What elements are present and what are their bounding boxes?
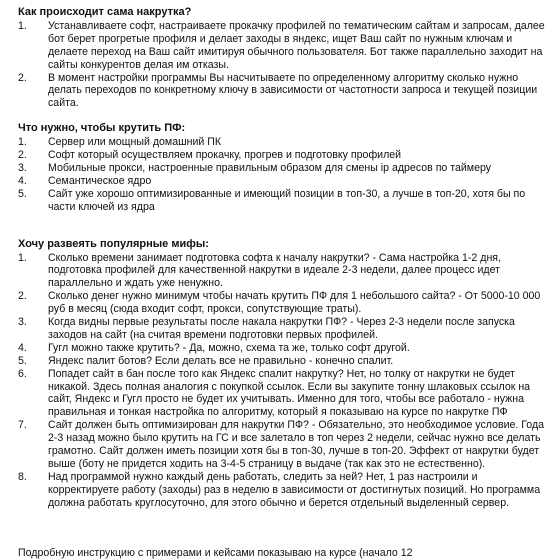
list-item-text: В момент настройки программы Вы насчитываете по определенному алгоритму сколько нужно делать переходов по конкретному ключу в зависимости от частотности запроса и текущей позиции сайта. bbox=[48, 71, 538, 110]
document-body bbox=[18, 6, 548, 522]
list-item bbox=[18, 162, 548, 175]
list-number: 2. bbox=[18, 290, 27, 303]
list-item bbox=[18, 72, 548, 111]
list-item bbox=[18, 368, 548, 420]
section-heading: Хочу развеять популярные мифы: bbox=[18, 237, 209, 250]
list-number: 1. bbox=[18, 136, 27, 149]
list-item-text: Сервер или мощный домашний ПК bbox=[48, 136, 222, 149]
list-number: 8. bbox=[18, 470, 27, 483]
list-item-text: Устанавливаете софт, настраиваете прокачку профилей по тематическим сайтам и запросам, далее бот берет прогретые профиля и делает заходы в яндекс, ищет Ваш сайт по нужным ключам и делаете переход на Ваш сайт имитируя обычного пользователя. Бот также параллельно заходит на сайты конкурентов делая им отказы. bbox=[48, 19, 545, 71]
list-number: 3. bbox=[18, 316, 27, 329]
list-item bbox=[18, 252, 548, 291]
list-number: 1. bbox=[18, 19, 27, 32]
list-number: 3. bbox=[18, 161, 27, 174]
list-item bbox=[18, 316, 548, 342]
section-myths bbox=[18, 238, 548, 510]
list-item bbox=[18, 419, 548, 471]
list-number: 2. bbox=[18, 149, 27, 162]
list-number: 2. bbox=[18, 71, 27, 84]
spacer bbox=[18, 226, 548, 238]
list-item bbox=[18, 20, 548, 72]
list-item-text: Когда видны первые результаты после накала накрутки ПФ? - Через 2-3 недели после запуска заходов на сайт (на считая времени подготовки первых профилей. bbox=[48, 316, 515, 341]
list-item-text: Яндекс палит ботов? Если делать все не правильно - конечно спалит. bbox=[48, 354, 394, 367]
list-number: 5. bbox=[18, 187, 27, 200]
list-item-text: Мобильные прокси, настроенные правильным образом для смены ip адресов по таймеру bbox=[48, 161, 492, 174]
list-item-text: Сколько времени занимает подготовка софта к началу накрутки? - Сама настройка 1-2 дня, подготовка профилей для качественной накрутки в идеале 2-3 недели, далее процесс идет параллельно и ждать уже ненужно. bbox=[48, 251, 501, 290]
list-item-text: Софт который осуществляем прокачку, прогрев и подготовку профилей bbox=[48, 149, 402, 162]
footer-text: Подробную инструкцию с примерами и кейсами показываю на курсе (начало 12 bbox=[18, 547, 413, 559]
numbered-list bbox=[18, 136, 548, 213]
list-item bbox=[18, 290, 548, 316]
section-heading: Как происходит сама накрутка? bbox=[18, 6, 192, 18]
numbered-list bbox=[18, 252, 548, 510]
list-number: 1. bbox=[18, 251, 27, 264]
list-number: 4. bbox=[18, 341, 27, 354]
list-number: 4. bbox=[18, 174, 27, 187]
section-requirements bbox=[18, 122, 548, 213]
list-item bbox=[18, 175, 548, 188]
list-item bbox=[18, 355, 548, 368]
list-item-text: Сайт должен быть оптимизирован для накрутки ПФ? - Обязательно, это необходимое условие. Года 2-3 назад можно было крутить на ГС и все залетало в топ через 2 недели, сейчас нужно все делать грамотно. Сайт должен иметь позиции хотя бы в топ-30, лучше в топ-20. Эффект от накрутки будет выше (боту не придется ходить на 3-4-5 страницу в выдаче (так как это не естественно). bbox=[48, 419, 545, 470]
list-item bbox=[18, 342, 548, 355]
list-item-text: Семантическое ядро bbox=[48, 174, 152, 187]
list-number: 6. bbox=[18, 367, 27, 380]
list-number: 7. bbox=[18, 419, 27, 432]
list-item-text: Над программой нужно каждый день работать, следить за ней? Нет, 1 раз настроили и корректируете работу (заходы) раз в неделю в зависимости от достигнутых позиций. Но программа должна работать круглосуточно, для этого обычно и берется отдельный выделенный сервер. bbox=[48, 470, 541, 509]
list-item-text: Сайт уже хорошо оптимизированные и имеющий позиции в топ-30, а лучше в топ-20, хотя бы по части ключей из ядра bbox=[48, 187, 526, 213]
list-item-text: Гугл можно также крутить? - Да, можно, схема та же, только софт другой. bbox=[48, 341, 410, 354]
list-item bbox=[18, 188, 548, 214]
numbered-list bbox=[18, 20, 548, 110]
section-heading: Что нужно, чтобы крутить ПФ: bbox=[18, 122, 186, 135]
list-item bbox=[18, 149, 548, 162]
list-number: 5. bbox=[18, 354, 27, 367]
section-how-it-works bbox=[18, 6, 548, 110]
list-item bbox=[18, 136, 548, 149]
list-item-text: Попадет сайт в бан после того как Яндекс спалит накрутку? Нет, но толку от накрутки не будет никакой. Здесь полная аналогия с покупкой ссылок. Если вы закупите тонну шлаковых ссылок на сайт, Яндекс и Гугл просто не будет их учитывать. Именно для того, чтобы все работало - нужна правильная и тонкая настройка по алгоритму, который я показываю на курсе по накрутке ПФ bbox=[48, 367, 531, 419]
list-item-text: Сколько денег нужно минимум чтобы начать крутить ПФ для 1 небольшого сайта? - От 5000-10 000 руб в месяц (сюда входит софт, прокси, сопутствующие траты). bbox=[48, 290, 541, 316]
list-item bbox=[18, 471, 548, 510]
